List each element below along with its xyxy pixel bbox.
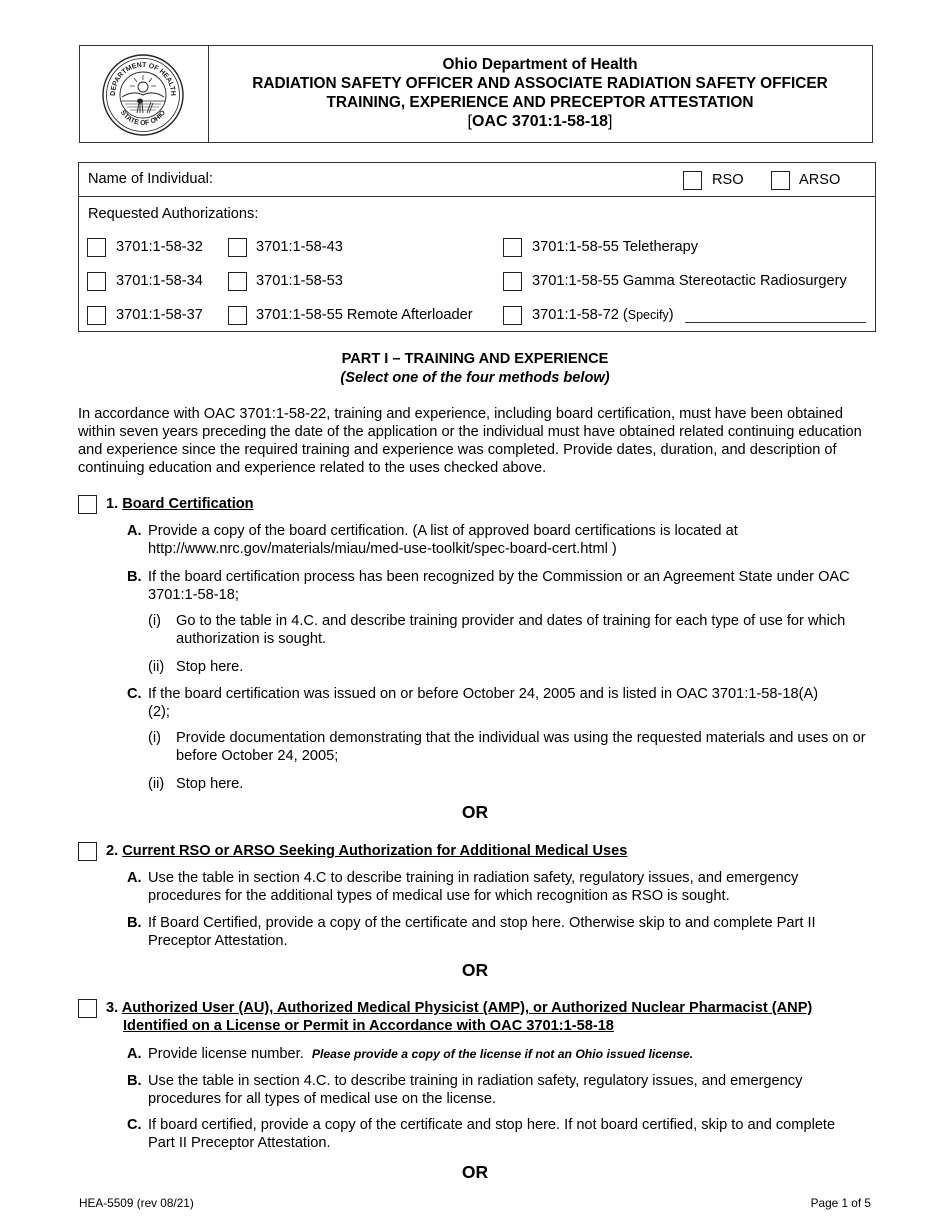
method-2-b-text: If Board Certified, provide a copy of the certificate and stop here. Otherwise skip to and complete Part II Preceptor Attestation. <box>148 915 816 949</box>
auth-checkbox-58-55-gamma[interactable] <box>503 272 522 291</box>
method-1-b-ii-num: (ii) <box>148 659 165 675</box>
method-1-b-i-num: (i) <box>148 613 161 629</box>
arso-checkbox[interactable] <box>771 171 790 190</box>
auth-58-72-prefix: 3701:1-58-72 ( <box>532 307 628 323</box>
method-1-c-ii-text: Stop here. <box>176 776 244 792</box>
method-1-b-ii-text: Stop here. <box>176 659 244 675</box>
or-separator-2: OR <box>461 960 489 980</box>
agency-name: Ohio Department of Health <box>442 56 638 73</box>
form-id: HEA-5509 (rev 08/21) <box>79 1196 194 1210</box>
auth-checkbox-58-32[interactable] <box>87 238 106 257</box>
method-1-item-b-i <box>148 612 868 648</box>
auth-checkbox-58-53[interactable] <box>228 272 247 291</box>
method-1-title: Board Certification <box>122 496 254 512</box>
auth-label-58-55-gamma: 3701:1-58-55 Gamma Stereotactic Radiosurgery <box>532 273 847 289</box>
rso-checkbox[interactable] <box>683 171 702 190</box>
auth-label-58-55-remote: 3701:1-58-55 Remote Afterloader <box>256 307 473 323</box>
form-title-line-2: TRAINING, EXPERIENCE AND PRECEPTOR ATTESTATION <box>326 94 754 111</box>
part-1-intro: In accordance with OAC 3701:1-58-22, training and experience, including board certification, must have been obtained within seven years preceding the date of the application or the individual must have obtained related continuing education and experience since the required training and experience was completed. Provide dates, duration, and description of continuing education and experience related to the uses checked above. <box>78 406 862 476</box>
method-1-item-a <box>127 522 868 558</box>
auth-checkbox-58-37[interactable] <box>87 306 106 325</box>
seal-top-text: DEPARTMENT OF HEALTH <box>109 61 177 97</box>
method-2-item-b <box>127 914 868 950</box>
individual-row-divider <box>78 196 875 197</box>
method-1-a-letter: A. <box>127 523 142 539</box>
auth-checkbox-58-55-teletherapy[interactable] <box>503 238 522 257</box>
auth-label-58-37: 3701:1-58-37 <box>116 307 203 323</box>
auth-label-58-34: 3701:1-58-34 <box>116 273 203 289</box>
method-3-a-letter: A. <box>127 1046 142 1062</box>
method-1-b-i-text: Go to the table in 4.C. and describe training provider and dates of training for each type of use for which authorization is sought. <box>176 613 846 647</box>
specify-input-line[interactable] <box>685 322 866 323</box>
method-2-b-letter: B. <box>127 915 142 931</box>
method-2-number: 2. <box>106 843 119 859</box>
method-1-item-c <box>127 685 838 721</box>
method-3-heading <box>106 999 812 1017</box>
method-3-b-letter: B. <box>127 1073 142 1089</box>
method-3-item-a <box>127 1045 868 1063</box>
form-title-line-1: RADIATION SAFETY OFFICER AND ASSOCIATE RADIATION SAFETY OFFICER <box>252 75 828 92</box>
auth-checkbox-58-34[interactable] <box>87 272 106 291</box>
method-2-heading <box>106 842 627 860</box>
auth-label-58-72 <box>532 307 674 324</box>
method-1-item-c-ii <box>148 775 868 793</box>
auth-58-72-suffix: ) <box>668 307 674 323</box>
part-1-subtitle: (Select one of the four methods below) <box>340 370 610 386</box>
header-title-block <box>209 55 871 131</box>
method-3-title-line-2: Identified on a License or Permit in Accordance with OAC 3701:1-58-18 <box>123 1018 614 1034</box>
method-3-heading-line-2 <box>123 1017 614 1035</box>
method-1-heading <box>106 495 254 513</box>
method-1-a-text: Provide a copy of the board certification. (A list of approved board certifications is located at http://www.nrc.gov/materials/miau/med-use-toolkit/spec-board-cert.html ) <box>148 523 738 557</box>
rule-bracket-close: ] <box>608 113 613 130</box>
auth-checkbox-58-72[interactable] <box>503 306 522 325</box>
method-1-c-ii-num: (ii) <box>148 776 165 792</box>
arso-label: ARSO <box>799 172 841 188</box>
method-3-item-b <box>127 1072 860 1108</box>
method-1-item-b <box>127 568 868 604</box>
name-of-individual-label: Name of Individual: <box>88 171 213 187</box>
auth-label-58-32: 3701:1-58-32 <box>116 239 203 255</box>
method-2-checkbox[interactable] <box>78 842 97 861</box>
auth-label-58-55-teletherapy: 3701:1-58-55 Teletherapy <box>532 239 699 255</box>
method-3-checkbox[interactable] <box>78 999 97 1018</box>
auth-checkbox-58-43[interactable] <box>228 238 247 257</box>
rule-reference <box>209 112 871 131</box>
method-2-a-text: Use the table in section 4.C to describe training in radiation safety, regulatory issues, and emergency procedures for the additional types of medical use for which recognition as RSO is sought. <box>148 870 799 904</box>
method-1-checkbox[interactable] <box>78 495 97 514</box>
part-1-title: PART I – TRAINING AND EXPERIENCE <box>341 351 609 367</box>
rso-label: RSO <box>712 172 744 188</box>
method-3-c-letter: C. <box>127 1117 142 1133</box>
page-number: Page 1 of 5 <box>810 1196 871 1210</box>
method-1-item-b-ii <box>148 658 868 676</box>
method-3-number: 3. <box>106 1000 119 1016</box>
auth-checkbox-58-55-remote[interactable] <box>228 306 247 325</box>
method-2-item-a <box>127 869 860 905</box>
method-1-c-i-text: Provide documentation demonstrating that the individual was using the requested materials and uses on or before October 24, 2005; <box>176 730 866 764</box>
or-separator-1: OR <box>461 802 489 822</box>
method-3-a-note: Please provide a copy of the license if not an Ohio issued license. <box>311 1047 694 1061</box>
method-1-b-letter: B. <box>127 569 142 585</box>
method-1-number: 1. <box>106 496 119 512</box>
method-3-b-text: Use the table in section 4.C. to describe training in radiation safety, regulatory issues, and emergency procedures for all types of medical use on the license. <box>148 1073 803 1107</box>
method-1-c-text: If the board certification was issued on or before October 24, 2005 and is listed in OAC 3701:1-58-18(A)(2); <box>148 686 819 720</box>
rule-ref-text: OAC 3701:1-58-18 <box>471 113 609 130</box>
ohio-health-seal <box>101 53 185 137</box>
method-1-b-text: If the board certification process has been recognized by the Commission or an Agreement State under OAC 3701:1-58-18; <box>148 569 850 603</box>
method-3-item-c <box>127 1116 838 1152</box>
auth-label-58-53: 3701:1-58-53 <box>256 273 343 289</box>
seal-bottom-text: STATE OF OHIO <box>118 109 168 128</box>
method-3-c-text: If board certified, provide a copy of the certificate and stop here. If not board certified, skip to and complete Part II Preceptor Attestation. <box>148 1117 836 1151</box>
method-3-title-line-1: Authorized User (AU), Authorized Medical Physicist (AMP), or Authorized Nuclear Pharmacist (ANP) <box>121 1000 813 1016</box>
auth-label-58-43: 3701:1-58-43 <box>256 239 343 255</box>
or-separator-3: OR <box>461 1162 489 1182</box>
requested-authorizations-label: Requested Authorizations: <box>88 206 259 222</box>
method-2-title: Current RSO or ARSO Seeking Authorization for Additional Medical Uses <box>122 843 628 859</box>
rule-bracket-open: [ <box>467 113 472 130</box>
method-1-item-c-i <box>148 729 868 765</box>
method-1-c-letter: C. <box>127 686 142 702</box>
method-1-c-i-num: (i) <box>148 730 161 746</box>
method-2-a-letter: A. <box>127 870 142 886</box>
auth-58-72-specify: Specify <box>627 308 669 322</box>
method-3-a-text: Provide license number. <box>148 1046 304 1062</box>
